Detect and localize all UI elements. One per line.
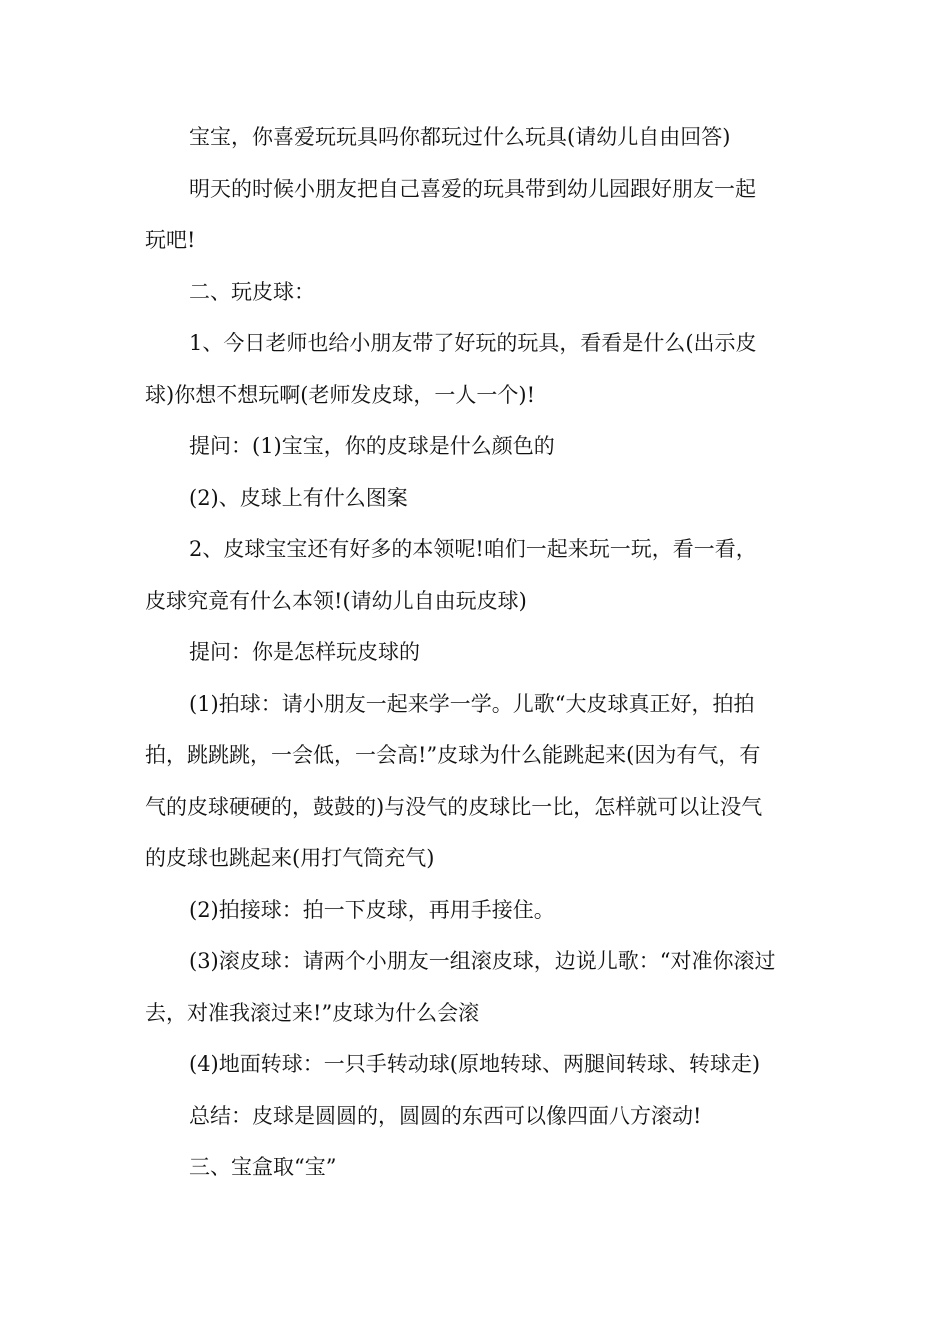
text-line: (4)地面转球：一只手转动球(原地转球、两腿间转球、转球走) xyxy=(189,1052,761,1076)
paragraph-12 xyxy=(145,1039,810,1091)
paragraph-11 xyxy=(145,936,810,1039)
text-line: 2、皮球宝宝还有好多的本领呢!咱们一起来玩一玩，看一看， xyxy=(189,537,757,561)
text-line: 去，对准我滚过来!”皮球为什么会滚 xyxy=(145,1000,480,1025)
document-body xyxy=(145,112,810,1194)
text-line: (1)拍球：请小朋友一起来学一学。儿歌“大皮球真正好，拍拍 xyxy=(189,691,755,716)
section-heading-3 xyxy=(145,1142,810,1194)
paragraph-7 xyxy=(145,524,810,627)
text-line: 拍，跳跳跳，一会低，一会高!”皮球为什么能跳起来(因为有气，有 xyxy=(145,743,761,767)
text-line: 明天的时候小朋友把自己喜爱的玩具带到幼儿园跟好朋友一起 xyxy=(189,176,756,201)
paragraph-2 xyxy=(145,164,810,267)
paragraph-10 xyxy=(145,885,810,937)
section-heading-2 xyxy=(145,267,810,319)
text-line: 1、今日老师也给小朋友带了好玩的玩具，看看是什么(出示皮 xyxy=(189,331,757,355)
text-line: 提问：你是怎样玩皮球的 xyxy=(189,640,420,664)
text-line: 二、玩皮球： xyxy=(189,279,315,304)
paragraph-9 xyxy=(145,679,810,885)
text-line: (3)滚皮球：请两个小朋友一组滚皮球，边说儿歌：“对准你滚过 xyxy=(189,949,776,973)
text-line: (2)拍接球：拍一下皮球，再用手接住。 xyxy=(189,897,555,922)
paragraph-5 xyxy=(145,421,810,473)
text-line: 三、宝盒取“宝” xyxy=(189,1155,337,1179)
text-line: 提问：(1)宝宝，你的皮球是什么颜色的 xyxy=(189,434,555,458)
paragraph-8 xyxy=(145,627,810,679)
paragraph-6 xyxy=(145,473,810,525)
text-line: 皮球究竟有什么本领!(请幼儿自由玩皮球) xyxy=(145,588,527,613)
paragraph-4 xyxy=(145,318,810,421)
paragraph-13 xyxy=(145,1091,810,1143)
text-line: 总结：皮球是圆圆的，圆圆的东西可以像四面八方滚动! xyxy=(189,1103,702,1128)
text-line: 的皮球也跳起来(用打气筒充气) xyxy=(145,846,435,870)
text-line: 玩吧! xyxy=(145,228,196,252)
text-line: (2)、皮球上有什么图案 xyxy=(189,485,408,510)
paragraph-1 xyxy=(145,112,810,164)
text-line: 球)你想不想玩啊(老师发皮球，一人一个)! xyxy=(145,382,536,407)
text-line: 宝宝，你喜爱玩玩具吗你都玩过什么玩具(请幼儿自由回答) xyxy=(189,125,731,149)
text-line: 气的皮球硬硬的，鼓鼓的)与没气的皮球比一比，怎样就可以让没气 xyxy=(145,794,763,819)
